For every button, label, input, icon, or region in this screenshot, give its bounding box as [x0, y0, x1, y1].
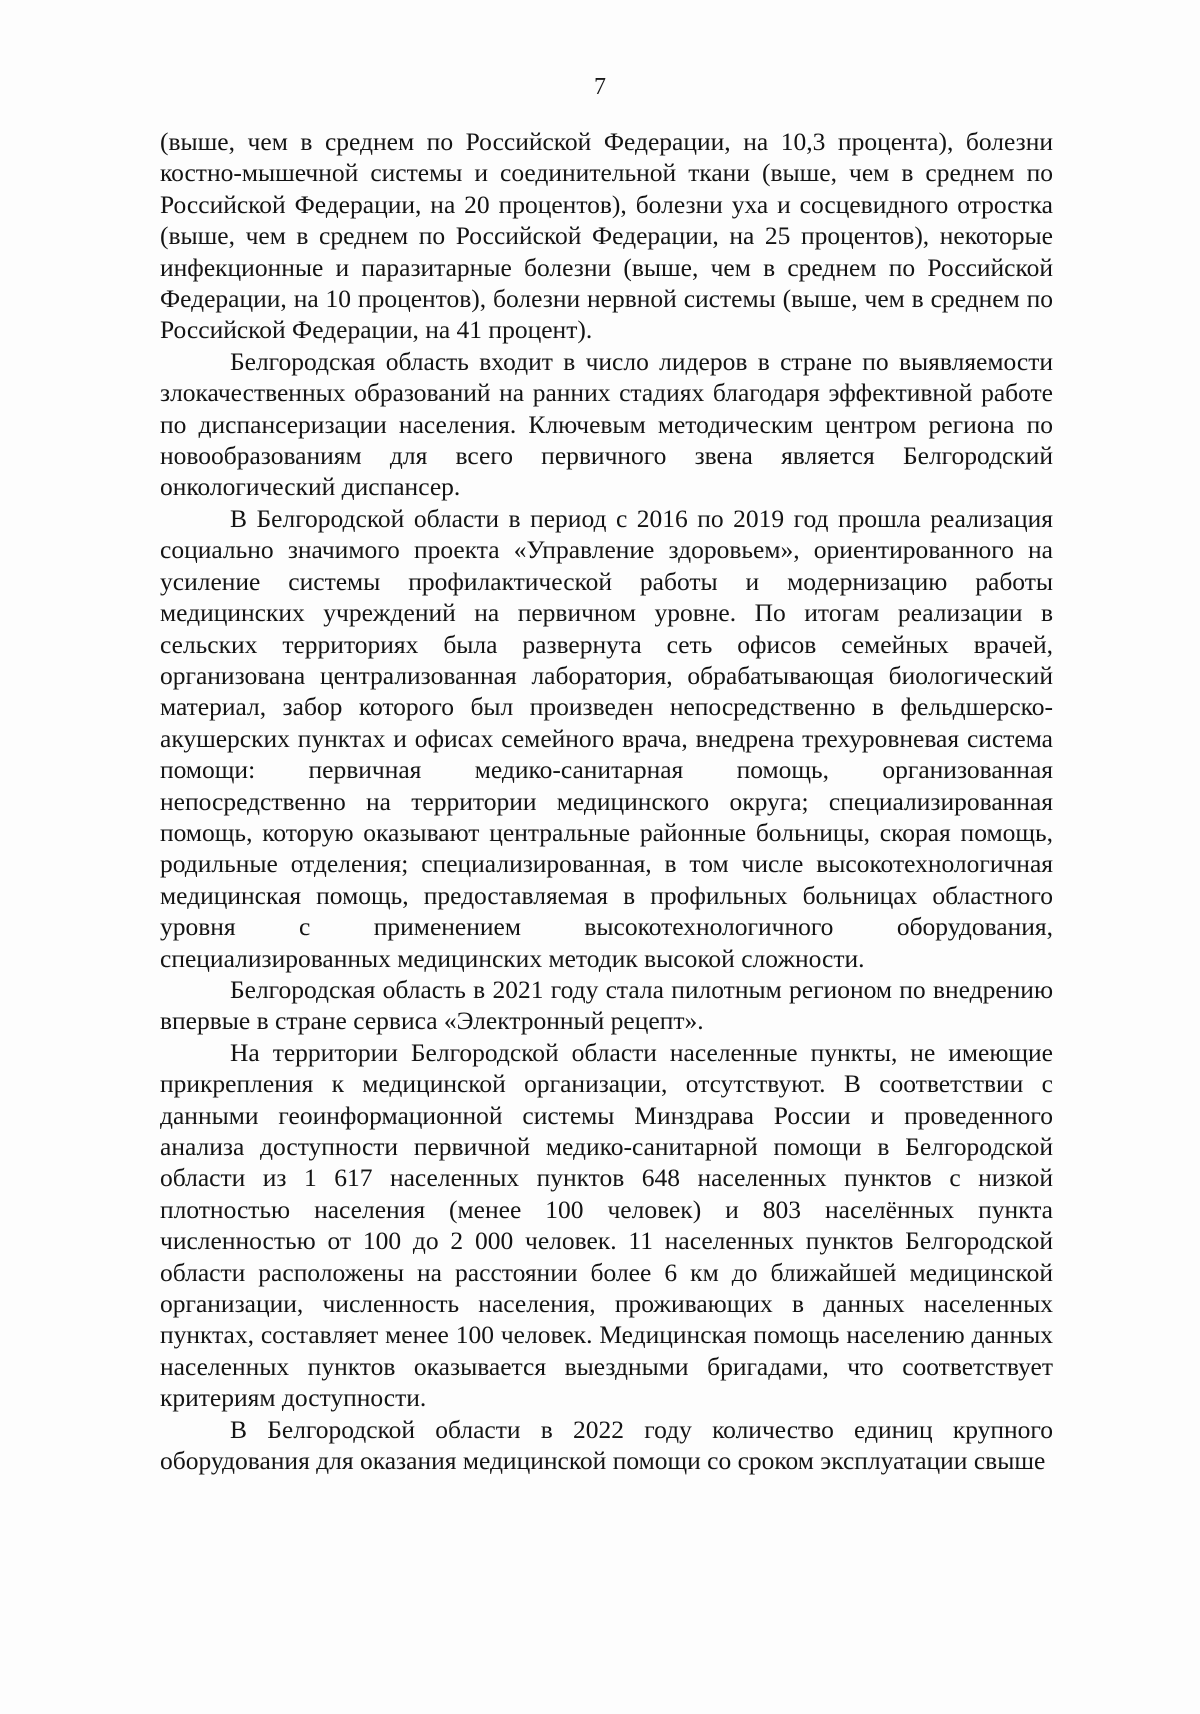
paragraph-4: Белгородская область в 2021 году стала пилотным регионом по внедрению впервые в стране сервиса «Электронный рецепт».	[160, 974, 1053, 1036]
paragraph-2: Белгородская область входит в число лидеров в стране по выявляемости злокачественных образований на ранних стадиях благодаря эффективной работе по диспансеризации населения. Ключевым методическим центром региона по новообразованиям для всего первичного звена является Белгородский онкологический диспансер.	[160, 346, 1053, 502]
document-body	[160, 126, 1053, 1476]
paragraph-3: В Белгородской области в период с 2016 по 2019 год прошла реализация социально значимого проекта «Управление здоровьем», ориентированного на усиление системы профилактической работы и модернизацию работы медицинских учреждений на первичном уровне. По итогам реализации в сельских территориях была развернута сеть офисов семейных врачей, организована централизованная лаборатория, обрабатывающая биологический материал, забор которого был произведен непосредственно в фельдшерско-акушерских пунктах и офисах семейного врача, внедрена трехуровневая система помощи: первичная медико-санитарная помощь, организованная непосредственно на территории медицинского округа; специализированная помощь, которую оказывают центральные районные больницы, скорая помощь, родильные отделения; специализированная, в том числе высокотехнологичная медицинская помощь, предоставляемая в профильных больницах областного уровня с применением высокотехнологичного оборудования, специализированных медицинских методик высокой сложности.	[160, 503, 1053, 973]
paragraph-5: На территории Белгородской области населенные пункты, не имеющие прикрепления к медицинской организации, отсутствуют. В соответствии с данными геоинформационной системы Минздрава России и проведенного анализа доступности первичной медико-санитарной помощи в Белгородской области из 1 617 населенных пунктов 648 населенных пунктов с низкой плотностью населения (менее 100 человек) и 803 населённых пункта численностью от 100 до 2 000 человек. 11 населенных пунктов Белгородской области расположены на расстоянии более 6 км до ближайшей медицинской организации, численность населения, проживающих в данных населенных пунктах, составляет менее 100 человек. Медицинская помощь населению данных населенных пунктов оказывается выездными бригадами, что соответствует критериям доступности.	[160, 1037, 1053, 1413]
page-number: 7	[594, 74, 606, 100]
paragraph-1: (выше, чем в среднем по Российской Федерации, на 10,3 процента), болезни костно-мышечной системы и соединительной ткани (выше, чем в среднем по Российской Федерации, на 20 процентов), болезни уха и сосцевидного отростка (выше, чем в среднем по Российской Федерации, на 25 процентов), некоторые инфекционные и паразитарные болезни (выше, чем в среднем по Российской Федерации, на 10 процентов), болезни нервной системы (выше, чем в среднем по Российской Федерации, на 41 процент).	[160, 127, 1053, 345]
paragraph-6: В Белгородской области в 2022 году количество единиц крупного оборудования для оказания медицинской помощи со сроком эксплуатации свыше	[160, 1414, 1053, 1476]
